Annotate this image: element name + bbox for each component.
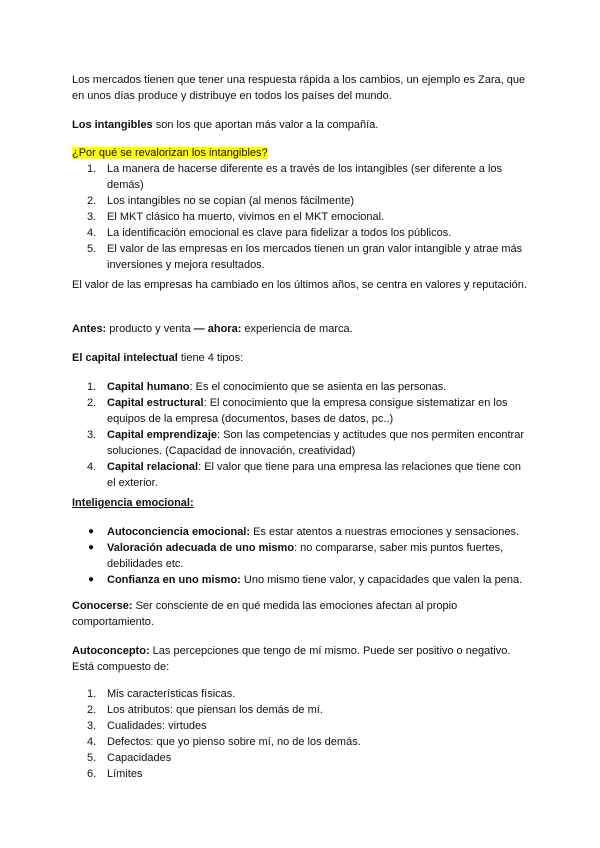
intro-paragraph: Los mercados tienen que tener una respuesta rápida a los cambios, un ejemplo es Zara, que en unos días produce y distribuye en todos los países del mundo.: [72, 74, 526, 102]
bullet-icon: ●: [88, 542, 95, 553]
list-item: 1. Capital humano: Es el conocimiento que se asienta en las personas.: [87, 381, 447, 393]
before-now-paragraph: Antes: producto y venta — ahora: experiencia de marca.: [72, 323, 353, 335]
question-heading: [72, 145, 532, 161]
reasons-list: [72, 161, 532, 273]
emotional-list: [72, 524, 532, 588]
list-item: ● Confianza en uno mismo: Uno mismo tiene valor, y capacidades que valen la pena.: [88, 574, 523, 586]
list-item: ● Autoconciencia emocional: Es estar atentos a nuestras emociones y sensaciones.: [88, 526, 520, 538]
autoconcepto-list: [72, 686, 532, 782]
list-item: 4. Defectos: que yo pienso sobre mí, no de los demás.: [87, 736, 361, 748]
list-item: ● Valoración adecuada de uno mismo: no compararse, saber mis puntos fuertes, debilidades etc.: [88, 542, 504, 570]
list-item: 2. Los intangibles no se copian (al menos fácilmente): [87, 195, 355, 207]
intangibles-paragraph: Los intangibles son los que aportan más valor a la compañía.: [72, 119, 379, 131]
list-item: 3. Capital emprendizaje: Son las competencias y actitudes que nos permiten encontrar soluciones. (Capacidad de innovación, creatividad): [87, 429, 524, 457]
list-item: 4. Capital relacional: El valor que tiene para una empresa las relaciones que tiene con el exterior.: [87, 461, 521, 489]
bullet-icon: ●: [88, 574, 95, 585]
list-item: 1. La manera de hacerse diferente es a través de los intangibles (ser diferente a los demás): [87, 163, 503, 191]
list-item: 4. La identificación emocional es clave para fidelizar a todos los públicos.: [87, 227, 452, 239]
autoconcepto-paragraph: Autoconcepto: Las percepciones que tengo de mí mismo. Puede ser positivo o negativo. Está compuesto de:: [72, 645, 511, 673]
bullet-icon: ●: [88, 526, 95, 537]
list-item: 1. Mis características físicas.: [87, 688, 236, 700]
list-item: 3. Cualidades: virtudes: [87, 720, 207, 732]
capital-list: [72, 379, 532, 491]
conocerse-paragraph: Conocerse: Ser consciente de en qué medida las emociones afectan al propio comportamiento.: [72, 600, 458, 628]
list-item: 6. Límites: [87, 768, 143, 780]
list-item: 3. El MKT clásico ha muerto, vivimos en el MKT emocional.: [87, 211, 385, 223]
list-item: 5. El valor de las empresas en los mercados tienen un gran valor intangible y atrae más inversiones y mejora resultados.: [87, 243, 523, 271]
capital-heading: El capital intelectual tiene 4 tipos:: [72, 352, 244, 364]
value-change-paragraph: El valor de las empresas ha cambiado en los últimos años, se centra en valores y reputación.: [72, 279, 527, 291]
list-item: 2. Capital estructural: El conocimiento que la empresa consigue sistematizar en los equipos de la empresa (documentos, bases de datos, pc..): [87, 397, 508, 425]
list-item: 2. Los atributos: que piensan los demás de mí.: [87, 704, 323, 716]
highlighted-question: ¿Por qué se revalorizan los intangibles?: [72, 147, 268, 159]
intangibles-term: Los intangibles: [72, 119, 153, 131]
list-item: 5. Capacidades: [87, 752, 172, 764]
emotional-heading: Inteligencia emocional:: [72, 497, 194, 509]
